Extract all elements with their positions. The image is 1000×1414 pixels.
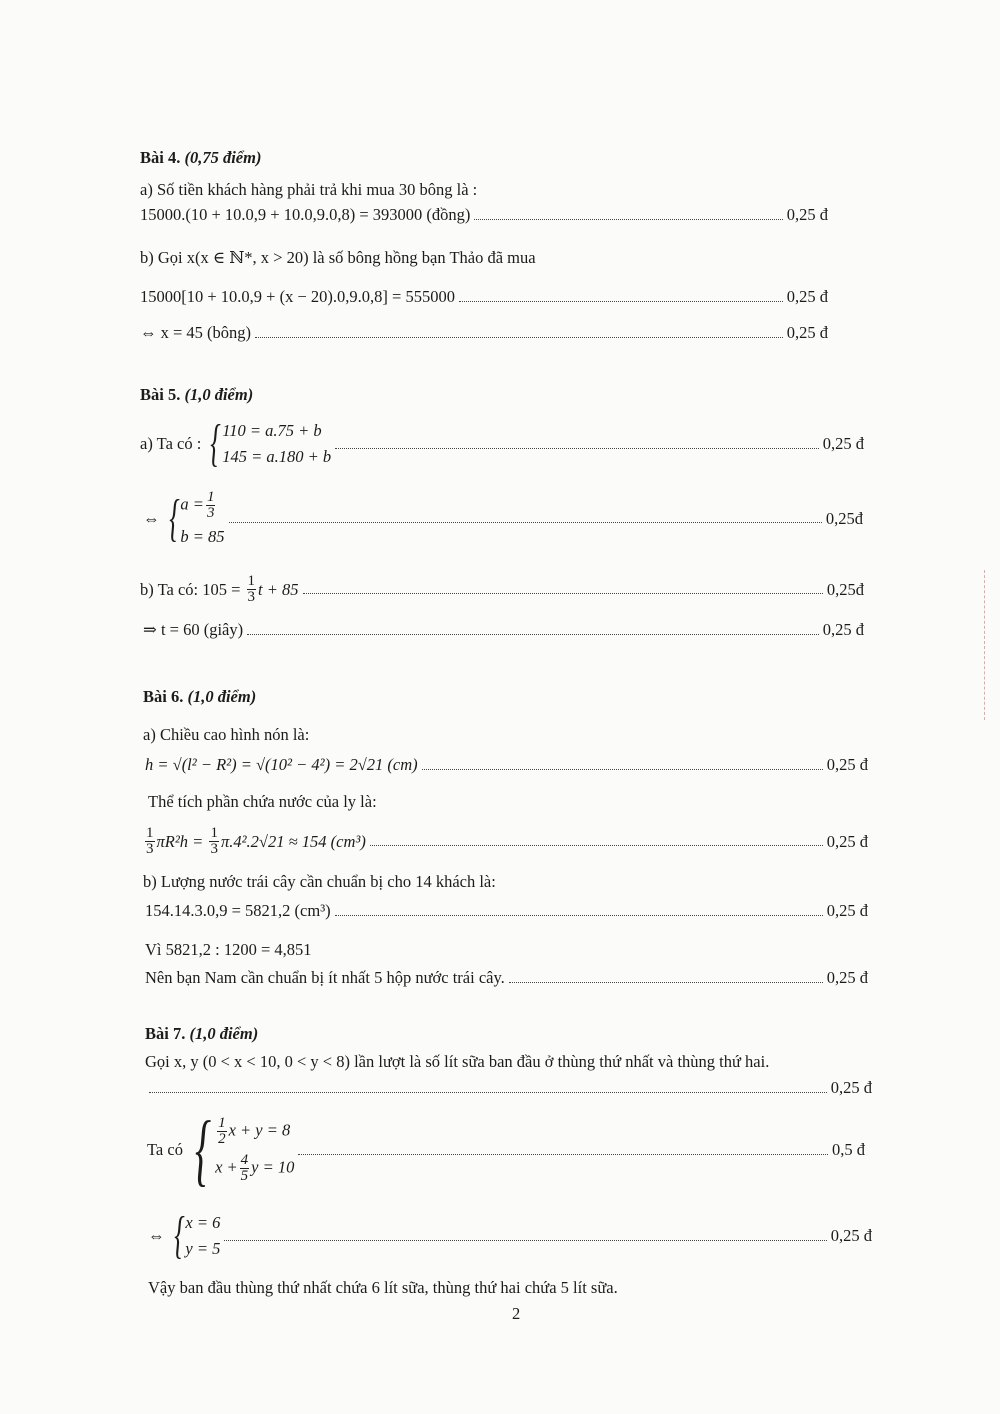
bai5-res-row: ⇔ { a = $\frac{1}{3}$ b = 85 0,25đ	[143, 489, 863, 547]
bai7-heading: Bài 7. (1,0 điểm)	[145, 1024, 259, 1043]
dot-leader	[303, 593, 823, 594]
bai5-b-res-row: ⇒ t = 60 (giây) 0,25 đ	[143, 620, 864, 639]
bai6-nen-row: Nên bạn Nam cần chuẩn bị ít nhất 5 hộp nước trái cây. 0,25 đ	[145, 968, 868, 987]
dot-leader	[229, 522, 822, 523]
dot-leader	[474, 219, 782, 220]
dot-leader	[509, 982, 823, 983]
score: 0,25 đ	[826, 755, 868, 774]
dot-leader	[247, 634, 819, 635]
equation-system: { a = $\frac{1}{3}$ b = 85	[168, 489, 225, 547]
bai6-b-eq-row: 154.14.3.0,9 = 5821,2 (cm³) 0,25 đ	[145, 901, 868, 920]
dot-leader	[370, 845, 823, 846]
dot-leader	[298, 1154, 828, 1155]
bai5-a-row: a) Ta có : { 110 = a.75 + b 145 = a.180 + b 0,25 đ	[140, 415, 864, 472]
bai7-res-row: ⇔ { x = 6 y = 5 0,25 đ	[148, 1207, 872, 1264]
bai7-sys-row: Ta có { $\frac{1}{2}$ x + y = 8 x + $\frac{4}{5}$ y = 10 0,5 đ	[147, 1106, 865, 1194]
bai6-b-text: b) Lượng nước trái cây cần chuẩn bị cho 14 khách là:	[143, 872, 496, 891]
dot-leader	[149, 1092, 827, 1093]
equation-system: { 110 = a.75 + b 145 = a.180 + b	[210, 415, 332, 472]
score: 0,25đ	[826, 579, 864, 599]
bai6-a-text: a) Chiều cao hình nón là:	[143, 725, 310, 744]
dot-leader	[422, 769, 823, 770]
page-number: 2	[512, 1304, 521, 1323]
dot-leader	[335, 915, 823, 916]
bai7-goi-score-row	[145, 1078, 872, 1098]
score: 0,25 đ	[786, 205, 828, 224]
score: 0,25 đ	[830, 1078, 872, 1097]
bai4-b-text: b) Gọi x(x ∈ ℕ*, x > 20) là số bông hồng bạn Thảo đã mua	[140, 248, 536, 267]
bai7-goi: Gọi x, y (0 < x < 10, 0 < y < 8) lần lượt là số lít sữa ban đầu ở thùng thứ nhất và thùng thứ hai.	[145, 1052, 770, 1071]
bai7-vay: Vậy ban đầu thùng thứ nhất chứa 6 lít sữa, thùng thứ hai chứa 5 lít sữa.	[148, 1278, 618, 1297]
bai6-heading: Bài 6. (1,0 điểm)	[143, 687, 257, 706]
score: 0,25 đ	[822, 620, 864, 639]
bai6-h-row: h = √(l² − R²) = √(10² − 4²) = 2√21 (cm) 0,25 đ	[145, 755, 868, 774]
score: 0,25 đ	[822, 434, 864, 453]
bai4-b-res-row: ⇔ x = 45 (bông) 0,25 đ	[140, 323, 828, 342]
dot-leader	[335, 448, 819, 449]
dot-leader	[224, 1240, 826, 1241]
equation-system: { x = 6 y = 5	[173, 1207, 221, 1264]
stamp-fragment	[984, 570, 1000, 720]
bai5-b-row: b) Ta có: 105 = $\frac{1}{3}$ t + 85 0,25đ	[140, 573, 864, 605]
bai6-v-text: Thể tích phần chứa nước của ly là:	[148, 792, 377, 811]
score: 0,25 đ	[826, 831, 868, 851]
score: 0,25 đ	[786, 287, 828, 306]
score: 0,25 đ	[826, 968, 868, 987]
bai4-a-eq-row: 15000.(10 + 10.0,9 + 10.0,9.0,8) = 393000 (đồng) 0,25 đ	[140, 205, 828, 224]
dot-leader	[459, 301, 783, 302]
score: 0,5 đ	[832, 1140, 865, 1159]
bai6-vi: Vì 5821,2 : 1200 = 4,851	[145, 940, 312, 959]
bai5-heading: Bài 5. (1,0 điểm)	[140, 385, 254, 404]
equation-system: { $\frac{1}{2}$ x + y = 8 x + $\frac{4}{5}$ y = 10	[195, 1106, 295, 1194]
bai4-heading: Bài 4. (0,75 điểm)	[140, 148, 262, 167]
bai6-v-row: $\frac{1}{3}$ πR²h = $\frac{1}{3}$ π.4².2√21 ≈ 154 (cm³) 0,25 đ	[146, 825, 868, 857]
score: 0,25 đ	[786, 323, 828, 342]
score: 0,25 đ	[830, 1226, 872, 1245]
bai4-b-eq-row: 15000[10 + 10.0,9 + (x − 20).0,9.0,8] = 555000 0,25 đ	[140, 287, 828, 306]
score: 0,25 đ	[826, 901, 868, 920]
dot-leader	[255, 337, 783, 338]
score: 0,25đ	[825, 508, 863, 528]
bai4-a-text: a) Số tiền khách hàng phải trả khi mua 30 bông là :	[140, 180, 478, 199]
